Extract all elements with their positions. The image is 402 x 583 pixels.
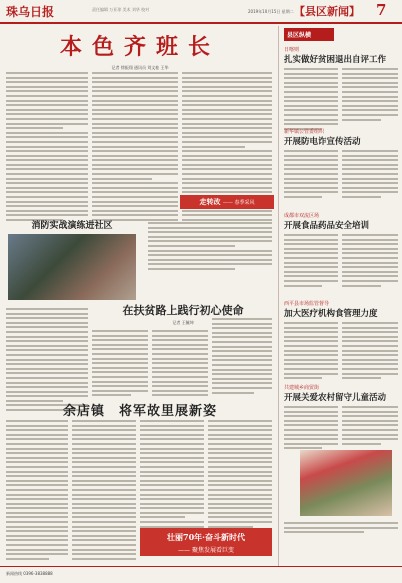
main-story-text-col2 [92, 72, 178, 224]
right-item-2 [284, 128, 398, 147]
right-item-category: 新华镇公管委组织 [284, 129, 325, 135]
right-item-1-text-b [342, 68, 398, 123]
walk-banner-sub: —— 春季采风 [222, 200, 255, 206]
right-item-1 [284, 46, 398, 65]
right-item-category: 日喀则 [284, 47, 300, 53]
section-title: 【县区新闻】 [294, 5, 360, 18]
fire-drill-photo [8, 234, 136, 300]
story2-caption [148, 222, 272, 273]
right-photo-caption [284, 522, 398, 536]
right-item-title: 开展防电诈宣传活动 [284, 137, 361, 147]
story4-text-col2 [72, 420, 136, 562]
right-column [284, 28, 398, 41]
anniversary-banner-sub: —— 聚焦发展看巨变 [178, 547, 234, 554]
right-item-3 [284, 212, 398, 231]
story4-title: 余店镇 将军故里展新姿 [62, 404, 217, 419]
right-item-title: 开展关爱农村留守儿童活动 [284, 393, 387, 403]
editor-meta: 责任编辑 万亚琼 美术 刘华 校对 [92, 7, 150, 12]
footer-text: 新闻热线 0396-3838888 [6, 571, 53, 576]
right-item-4-text-b [342, 322, 398, 382]
right-item-5 [284, 384, 398, 403]
walk-banner-text: 走转改 [199, 197, 221, 206]
right-item-category: 成都市双流区场 [284, 213, 320, 219]
story2 [6, 218, 138, 231]
story4-text-col4 [208, 420, 272, 530]
right-item-2-text-b [342, 150, 398, 201]
right-item-4-text-a [284, 322, 338, 382]
paper-name: 珠乌日报 [6, 5, 55, 19]
story3-text-col4 [212, 318, 272, 396]
main-story [6, 30, 274, 71]
walk-banner [180, 195, 274, 209]
story4-text-col1 [6, 420, 68, 562]
story3-byline: 记者 王毓坤 [172, 320, 194, 325]
issue-date: 2019年10月15日 星期二 [248, 9, 294, 14]
footer [0, 566, 402, 583]
main-story-text-col1 [6, 72, 88, 224]
page-number: 7 [376, 1, 387, 19]
right-item-5-text-a [284, 406, 338, 452]
children-photo [300, 450, 392, 516]
story3-text-col2 [92, 330, 148, 399]
masthead [0, 0, 402, 24]
right-item-3-text-a [284, 234, 338, 289]
right-item-5-text-b [342, 406, 398, 447]
anniversary-banner-text: 壮丽70年·奋斗新时代 [167, 532, 245, 542]
right-item-2-text-a [284, 150, 338, 201]
right-item-1-text-a [284, 68, 338, 132]
story3-text-col1 [6, 308, 88, 414]
anniversary-banner [140, 528, 272, 556]
story4 [6, 400, 274, 419]
story2-title: 消防实战演练进社区 [31, 221, 113, 231]
main-story-title: 本色齐班长 [59, 34, 220, 60]
column-divider [278, 26, 279, 566]
story4-text-col3 [140, 420, 204, 530]
right-item-title: 扎实做好贫困退出自评工作 [284, 55, 387, 65]
right-item-title: 加大医疗机构食管理力度 [284, 309, 378, 319]
right-item-category: 共建城乡商贸街 [284, 385, 320, 391]
story3-text-col3 [152, 330, 208, 399]
main-story-byline: 记者 徐振翔 通讯员 刘文桂 王华 [111, 65, 169, 70]
right-item-category: 西平县市场监管督导 [284, 301, 330, 307]
right-section-label: 县区纵横 [284, 28, 334, 41]
story3-title: 在扶贫路上践行初心使命 [122, 304, 244, 317]
right-item-title: 开展食品药品安全培训 [284, 221, 370, 231]
right-item-3-text-b [342, 234, 398, 289]
right-item-4 [284, 300, 398, 319]
